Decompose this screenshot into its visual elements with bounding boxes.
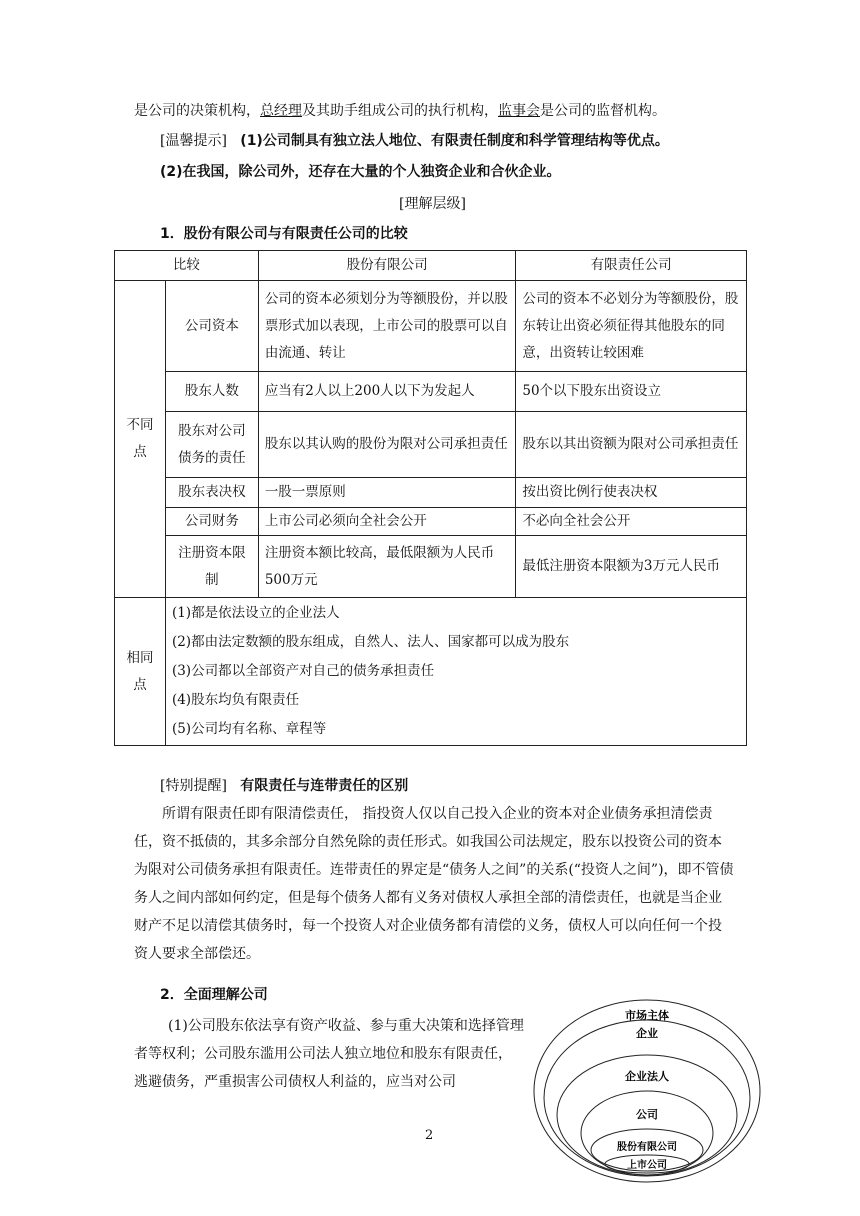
same-label: 相同点 (115, 598, 166, 746)
intro-text-a: 是公司的决策机构， (134, 103, 260, 119)
row-item: 公司资本 (165, 281, 258, 372)
label-listed-company: 上市公司 (627, 1160, 667, 1171)
row-stock: 上市公司必须向全社会公开 (258, 508, 516, 536)
header-stock-company: 股份有限公司 (258, 251, 516, 281)
intro-line (134, 101, 666, 121)
heading-comparison: 1．股份有限公司与有限责任公司的比较 (160, 226, 408, 242)
special-label: [特别提醒] (160, 778, 227, 794)
row-limited: 公司的资本不必划分为等额股份，股东转让出资必须征得其他股东的同意，出资转让较困难 (516, 281, 747, 372)
row-stock: 一股一票原则 (258, 478, 516, 508)
level-label: [理解层级] (399, 196, 466, 212)
special-line (160, 776, 408, 796)
heading-understand-company: 2．全面理解公司 (160, 987, 268, 1003)
row-item: 公司财务 (165, 508, 258, 536)
table-row (115, 412, 747, 478)
special-text: 所谓有限责任即有限清偿责任， 指投资人仅以自己投入企业的资本对企业债务承担清偿责任，资不抵债的，其多余部分自然免除的责任形式。如我国公司法规定，股东以投资公司的资本为限对公司债务承担有限责任。连带责任的界定是“债务人之间”的关系(“投资人之间”)，即不管债务人之间内部如何约定，但是每个债务人都有义务对债权人承担全部的清偿责任，也就是当企业财产不足以清偿其债务时，每一个投资人对企业债务都有清偿的义务，债权人可以向任何一个投资人要求全部偿还。 (134, 806, 734, 962)
intro-text-general-manager: 总经理 (260, 103, 302, 119)
label-market-entity: 市场主体 (625, 1009, 669, 1022)
section2-text: (1)公司股东依法享有资产收益、参与重大决策和选择管理者等权利；公司股东滥用公司法人独立地位和股东有限责任，逃避债务，严重损害公司债权人利益的，应当对公司 (134, 1018, 524, 1090)
row-item: 股东人数 (165, 372, 258, 412)
section2-paragraph (134, 1012, 524, 1096)
table-header-row (115, 251, 747, 281)
row-item: 注册资本限制 (165, 536, 258, 598)
row-limited: 不必向全社会公开 (516, 508, 747, 536)
row-limited: 50个以下股东出资设立 (516, 372, 747, 412)
entity-nesting-diagram (532, 998, 762, 1184)
row-limited: 按出资比例行使表决权 (516, 478, 747, 508)
row-stock: 公司的资本必须划分为等额股份，并以股票形式加以表现，上市公司的股票可以自由流通、转让 (258, 281, 516, 372)
table-row (115, 372, 747, 412)
label-enterprise-legal-person: 企业法人 (625, 1070, 669, 1083)
header-compare: 比较 (115, 251, 259, 281)
row-limited: 最低注册资本限额为3万元人民币 (516, 536, 747, 598)
header-limited-company: 有限责任公司 (516, 251, 747, 281)
diff-label: 不同点 (115, 281, 166, 598)
tip-text-2: (2)在我国，除公司外，还存在大量的个人独资企业和合伙企业。 (160, 164, 561, 180)
intro-text-c: 及其助手组成公司的执行机构， (302, 103, 498, 119)
same-point: (5)公司均有名称、章程等 (171, 721, 327, 737)
special-title: 有限责任与连带责任的区别 (240, 778, 409, 794)
table-row (115, 281, 747, 372)
row-stock: 股东以其认购的股份为限对公司承担责任 (258, 412, 516, 478)
same-point: (1)都是依法设立的企业法人 (171, 605, 340, 621)
row-stock: 应当有2人以上200人以下为发起人 (258, 372, 516, 412)
table-row (115, 508, 747, 536)
comparison-table (114, 250, 747, 746)
intro-text-supervisory-board: 监事会 (498, 103, 540, 119)
table-row (115, 478, 747, 508)
row-stock: 注册资本额比较高，最低限额为人民币500万元 (258, 536, 516, 598)
same-point: (4)股东均负有限责任 (171, 692, 300, 708)
special-paragraph (134, 800, 734, 968)
page-number: 2 (425, 1128, 434, 1143)
row-limited: 股东以其出资额为限对公司承担责任 (516, 412, 747, 478)
tip-line-1 (160, 131, 669, 151)
table-row (115, 536, 747, 598)
same-point: (3)公司都以全部资产对自己的债务承担责任 (171, 663, 435, 679)
same-row (115, 598, 747, 746)
tip-text-1: (1)公司制具有独立法人地位、有限责任制度和科学管理结构等优点。 (240, 133, 669, 149)
tip-label: [温馨提示] (160, 133, 227, 149)
row-item: 股东表决权 (165, 478, 258, 508)
label-stock-company: 股份有限公司 (617, 1142, 677, 1153)
label-company: 公司 (636, 1108, 658, 1121)
same-point: (2)都由法定数额的股东组成，自然人、法人、国家都可以成为股东 (171, 634, 570, 650)
same-points (165, 598, 746, 746)
label-enterprise: 企业 (636, 1027, 658, 1040)
intro-text-e: 是公司的监督机构。 (540, 103, 666, 119)
row-item: 股东对公司债务的责任 (165, 412, 258, 478)
